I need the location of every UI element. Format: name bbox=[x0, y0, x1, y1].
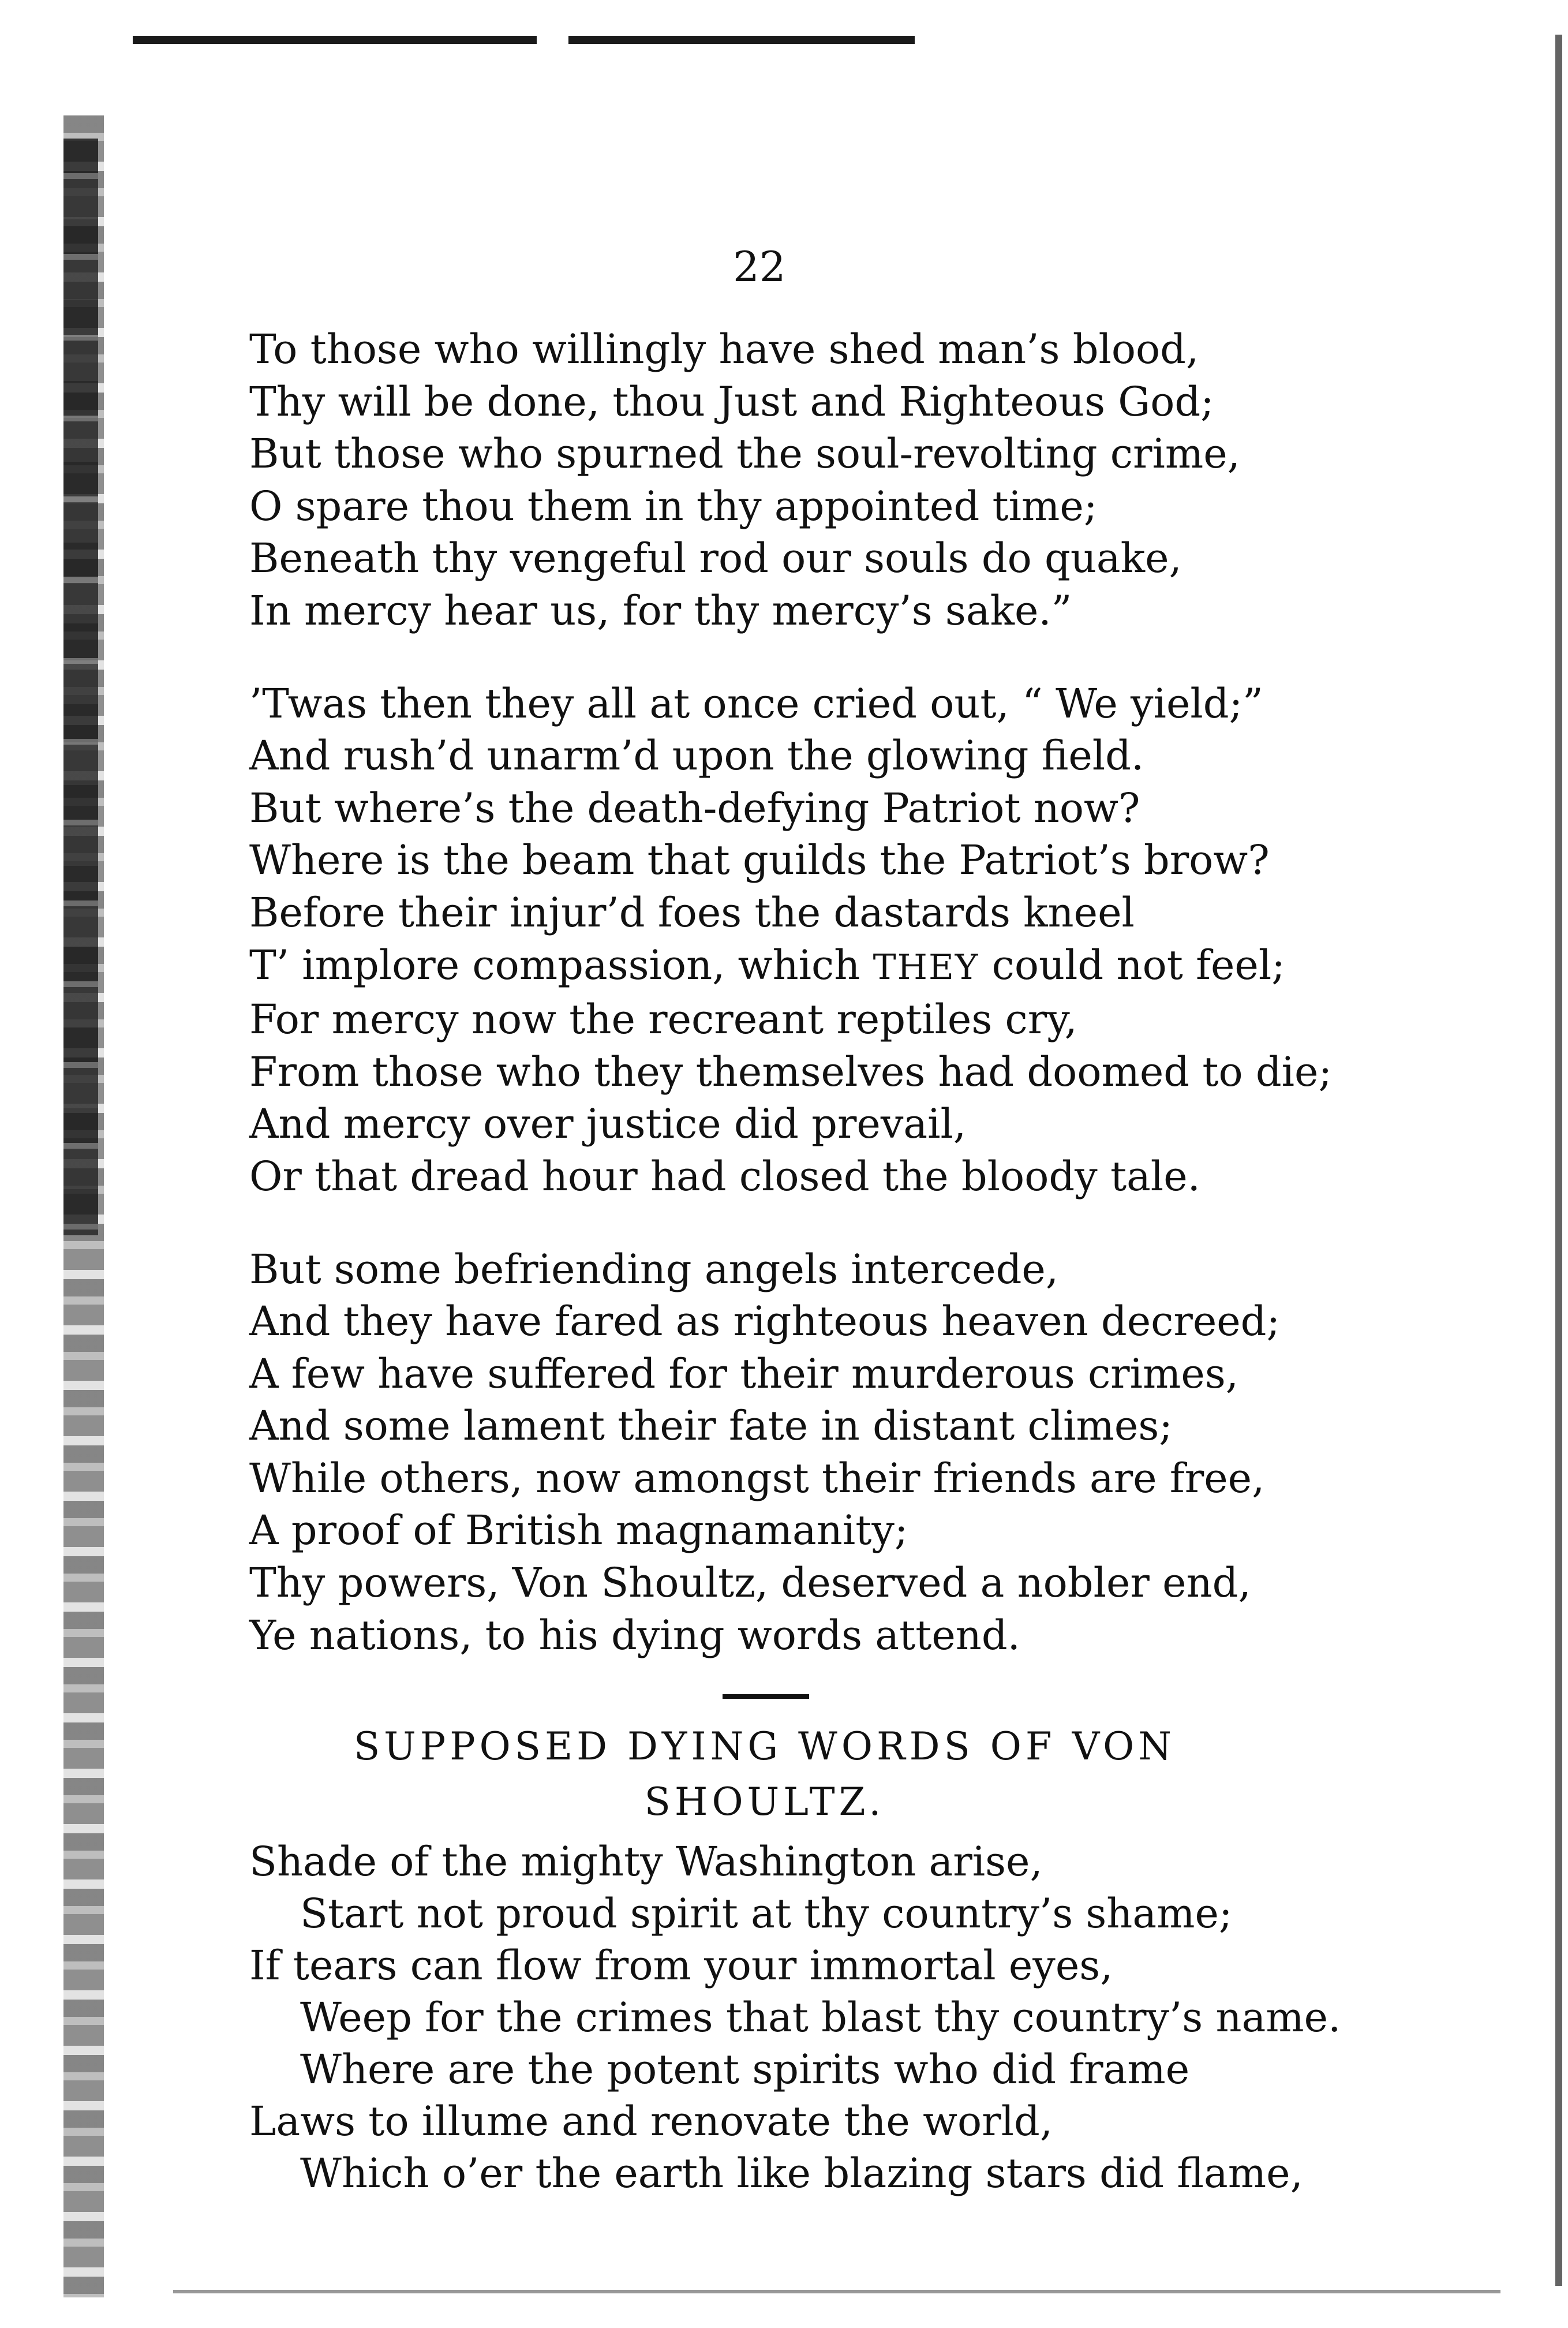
verse-line: Shade of the mighty Washington arise, bbox=[249, 1838, 1043, 1885]
verse-line: Ye nations, to his dying words attend. bbox=[249, 1611, 1020, 1659]
verse-line: And they have fared as righteous heaven decreed; bbox=[249, 1298, 1281, 1346]
verse-line: But some befriending angels intercede, bbox=[249, 1245, 1059, 1293]
verse-line: To those who willingly have shed man’s blood, bbox=[249, 326, 1199, 373]
verse-line: Or that dread hour had closed the bloody tale. bbox=[249, 1152, 1200, 1200]
section-divider bbox=[723, 1694, 809, 1699]
verse-line: And mercy over justice did prevail, bbox=[249, 1100, 967, 1148]
verse-line: ’Twas then they all at once cried out, “ We yield;” bbox=[249, 679, 1263, 727]
verse-line: Weep for the crimes that blast thy country’s name. bbox=[300, 1994, 1341, 2041]
verse-line: Before their injur’d foes the dastards kneel bbox=[249, 888, 1135, 936]
verse-line: From those who they themselves had doomed to die; bbox=[249, 1048, 1333, 1096]
scan-edge-left bbox=[63, 139, 98, 1235]
verse-line: Which o’er the earth like blazing stars did flame, bbox=[300, 2150, 1303, 2197]
verse-line: Where are the potent spirits who did frame bbox=[300, 2046, 1190, 2093]
verse-line: And rush’d unarm’d upon the glowing field. bbox=[249, 732, 1144, 780]
heading-line: SHOULTZ. bbox=[644, 1780, 885, 1824]
stanza-3 bbox=[249, 1243, 1332, 1662]
verse-line: While others, now amongst their friends are free, bbox=[249, 1454, 1265, 1502]
verse-line: Beneath thy vengeful rod our souls do quake, bbox=[249, 535, 1182, 582]
verse-line: But those who spurned the soul-revolting crime, bbox=[249, 430, 1240, 478]
verse-line: But where’s the death-defying Patriot now? bbox=[249, 784, 1140, 832]
page-number: 22 bbox=[733, 242, 786, 291]
stanza-2 bbox=[249, 678, 1332, 1203]
verse-line: And some lament their fate in distant climes; bbox=[249, 1402, 1173, 1450]
verse-line: Laws to illume and renovate the world, bbox=[249, 2098, 1053, 2145]
verse-line: For mercy now the recreant reptiles cry, bbox=[249, 996, 1077, 1044]
verse-line: If tears can flow from your immortal eyes, bbox=[249, 1942, 1113, 1989]
verse-line: Thy powers, Von Shoultz, deserved a nobler end, bbox=[249, 1559, 1251, 1607]
emphasis-word: THEY bbox=[873, 947, 979, 988]
scan-edge-right bbox=[1555, 35, 1562, 2286]
verse-line: O spare thou them in thy appointed time; bbox=[249, 482, 1098, 530]
poem-body bbox=[249, 323, 1332, 1661]
section-heading bbox=[242, 1719, 1287, 1830]
verse-line: A proof of British magnamanity; bbox=[249, 1507, 908, 1555]
scan-edge-top bbox=[568, 36, 915, 44]
verse-line: Thy will be done, thou Just and Righteous God; bbox=[249, 378, 1214, 425]
dying-words-poem bbox=[249, 1836, 1341, 2199]
scan-edge-bottom bbox=[173, 2290, 1500, 2293]
verse-line: Where is the beam that guilds the Patriot’s brow? bbox=[249, 836, 1270, 884]
verse-line-end: could not feel; bbox=[979, 941, 1285, 989]
scan-edge-top bbox=[133, 36, 537, 44]
verse-line: Start not proud spirit at thy country’s shame; bbox=[300, 1890, 1233, 1937]
heading-line: SUPPOSED DYING WORDS OF VON bbox=[353, 1724, 1176, 1769]
stanza-1 bbox=[249, 323, 1332, 637]
verse-line bbox=[249, 939, 1332, 994]
verse-line-start: T’ implore compassion, which bbox=[249, 941, 873, 989]
verse-line: A few have suffered for their murderous crimes, bbox=[249, 1350, 1239, 1397]
verse-line: In mercy hear us, for thy mercy’s sake.” bbox=[249, 586, 1072, 634]
